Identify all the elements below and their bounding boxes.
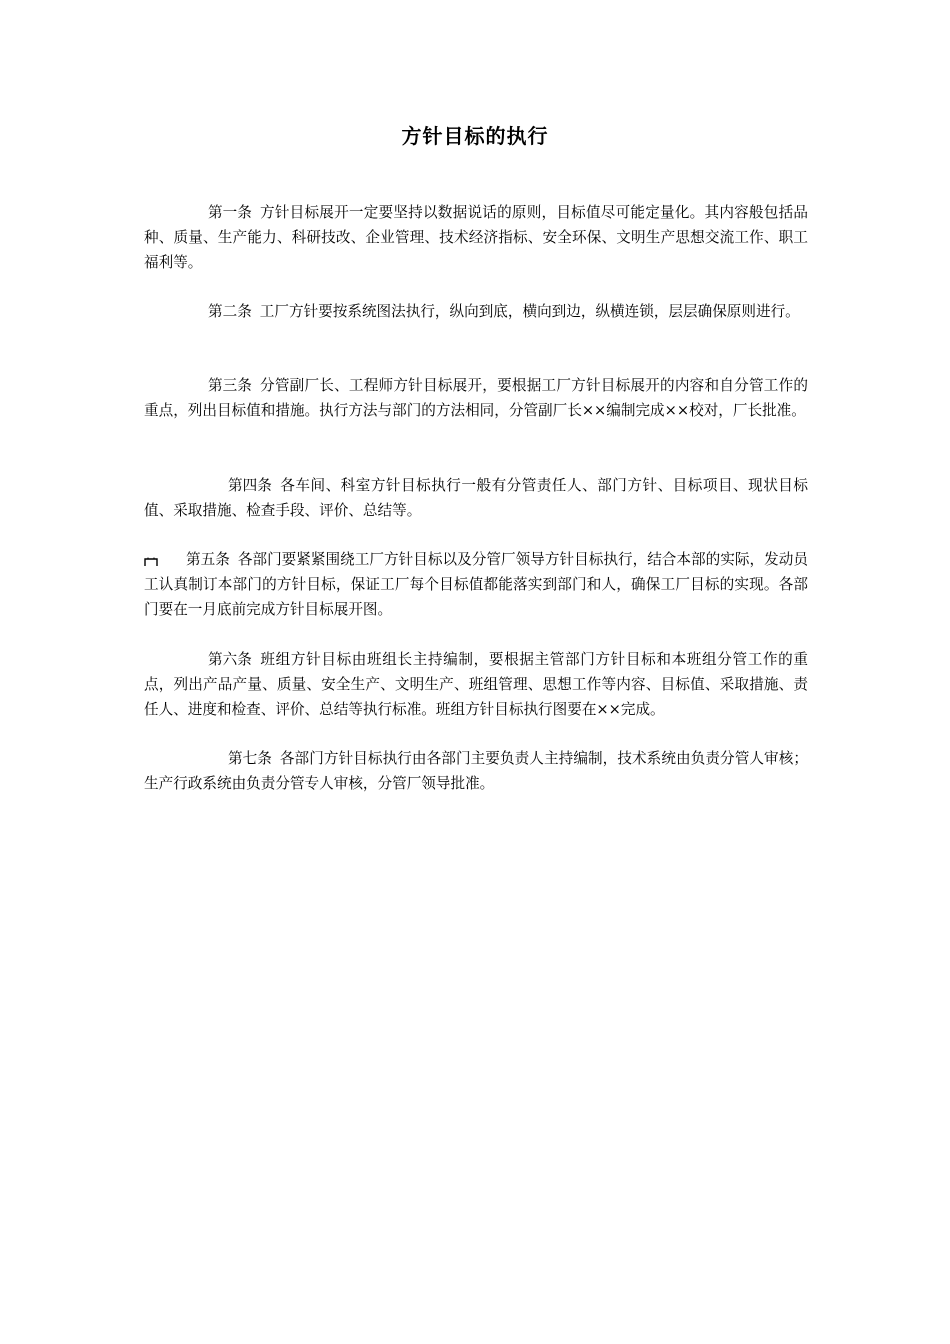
article-7-text: 各部门方针目标执行由各部门主要负责人主持编制，技术系统由负责分管人审核；生产行政系统由负责分管专人审核，分管厂领导批准。: [144, 750, 808, 792]
article-5: [144, 547, 808, 622]
article-2-label: 第二条: [208, 303, 252, 320]
anchor-mark-icon: [144, 557, 158, 567]
article-3-label: 第三条: [208, 377, 252, 394]
article-5-label: 第五条: [186, 551, 230, 568]
article-7-label: 第七条: [228, 750, 272, 767]
article-1-label: 第一条: [208, 204, 252, 221]
article-5-text: 各部门要紧紧围绕工厂方针目标以及分管厂领导方针目标执行，结合本部的实际，发动员工认真制订本部门的方针目标，保证工厂每个目标值都能落实到部门和人，确保工厂目标的实现。各部门要在一月底前完成方针目标展开图。: [144, 551, 808, 618]
article-7: [144, 746, 808, 796]
article-2-text: 工厂方针要按系统图法执行，纵向到底，横向到边，纵横连锁，层层确保原则进行。: [259, 303, 800, 320]
article-6-label: 第六条: [208, 651, 252, 668]
article-6-text: 班组方针目标由班组长主持编制，要根据主管部门方针目标和本班组分管工作的重点，列出产品产量、质量、安全生产、文明生产、班组管理、思想工作等内容、目标值、采取措施、责任人、进度和检查、评价、总结等执行标准。班组方针目标执行图要在××完成。: [144, 651, 808, 718]
article-4-text: 各车间、科室方针目标执行一般有分管责任人、部门方针、目标项目、现状目标值、采取措施、检查手段、评价、总结等。: [144, 477, 808, 519]
article-1-text: 方针目标展开一定要坚持以数据说话的原则，目标值尽可能定量化。其内容般包括品种、质量、生产能力、科研技改、企业管理、技术经济指标、安全环保、文明生产思想交流工作、职工福利等。: [144, 204, 808, 271]
article-6: [144, 647, 808, 722]
article-2: [144, 299, 808, 324]
document-title: 方针目标的执行: [401, 124, 549, 148]
article-4: [144, 473, 808, 523]
article-1: [144, 200, 808, 275]
article-3-text: 分管副厂长、工程师方针目标展开，要根据工厂方针目标展开的内容和自分管工作的重点，列出目标值和措施。执行方法与部门的方法相同，分管副厂长××编制完成××校对，厂长批准。: [144, 377, 808, 419]
article-4-label: 第四条: [228, 477, 272, 494]
article-3: [144, 373, 808, 423]
